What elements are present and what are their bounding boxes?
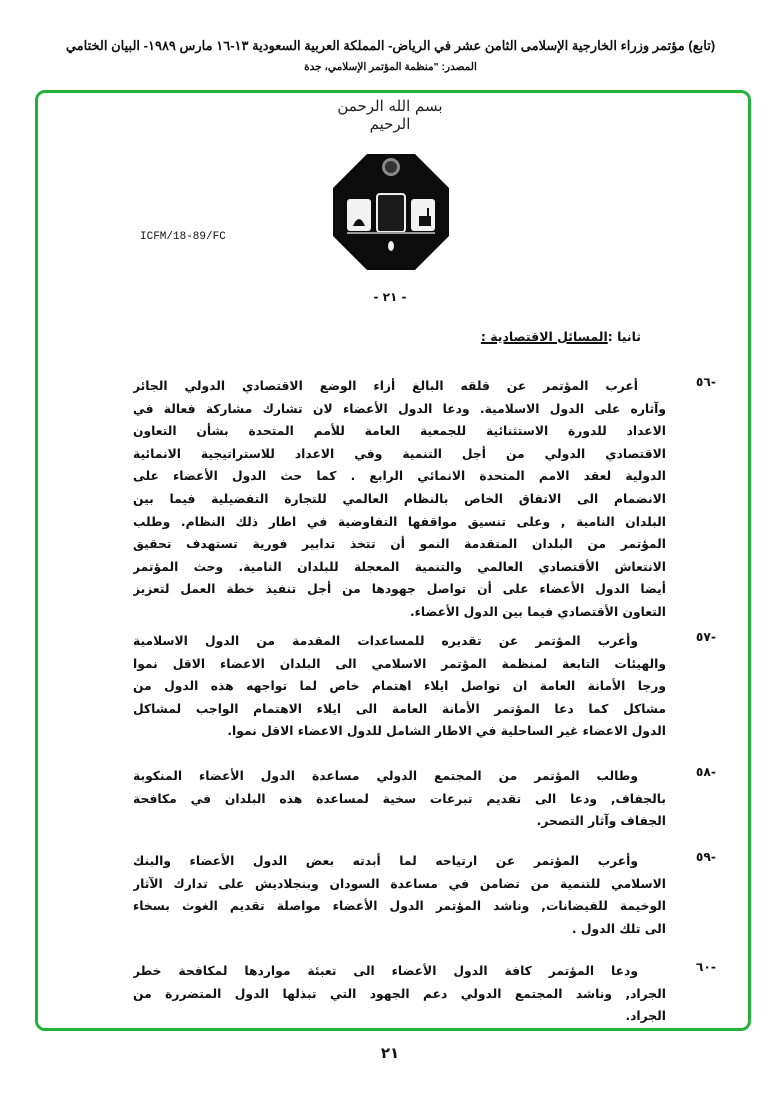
paragraph-line: وأعرب المؤتمر عن ارتياحه لما أبدته بعض الدول الأعضاء والبنك (133, 854, 638, 868)
oic-emblem-icon (333, 154, 449, 274)
paragraph-line: الاعداد للدورة الاستثنائية للجمعية العامة للأمم المتحدة بشأن التعاون (133, 424, 666, 439)
paragraph-line: وطالب المؤتمر من المجتمع الدولي مساعدة الدول الأعضاء المنكوبة (133, 769, 638, 783)
paragraph-line: المؤتمر من البلدان المتقدمة النمو أن تتخذ تدابير فورية تستهدف تحقيق (133, 537, 666, 552)
paragraph (133, 375, 666, 624)
paragraph-line: ودعا المؤتمر كافة الدول الأعضاء الى تعبئة مواردها لمكافحة خطر (133, 964, 638, 978)
paragraph-line: أيضا الدول الأعضاء على أن تواصل جهودها من أجل تنفيذ خطة العمل لتعزيز (133, 582, 666, 597)
paragraph-line: الوخيمة للفيضانات, وناشد المؤتمر الدول الأعضاء مواصلة تقديم الغوث بسخاء (133, 899, 666, 914)
paragraph-line: الاسلامي للتنمية من تضامن في مساعدة السودان وبنجلاديش على تدارك الآثار (133, 876, 666, 891)
paragraph-line: الانضمام الى الاتفاق الخاص بالنظام العالمي للتجارة التفضيلية فيما بين (133, 491, 666, 506)
document-source: المصدر: "منظمة المؤتمر الإسلامي، جدة (304, 61, 477, 73)
section-heading (481, 329, 641, 344)
paragraph-number: -٥٨ (695, 765, 716, 779)
paragraph-line: الدولية لعقد الامم المتحدة الانمائي الرابع . كما حث الدول الأعضاء على (133, 469, 666, 484)
paragraph-number: -٦٠ (695, 960, 716, 974)
paragraph-line: الانتعاش الأقتصادي العالمي والتنمية المعجلة للبلدان النامية. وحث المؤتمر (133, 559, 666, 574)
paragraph (133, 850, 666, 940)
paragraph-line: الى تلك الدول . (571, 921, 666, 936)
page-number: ٢١ (380, 1044, 400, 1062)
paragraph-line: التعاون الأقتصادي فيما بين الدول الأعضاء. (409, 604, 666, 619)
paragraph-number: -٥٧ (695, 630, 716, 644)
paragraph-line: الجفاف وآثار التصحر. (536, 814, 666, 829)
paragraph-line: الجراد. (625, 1009, 666, 1024)
paragraph-line: مشاكل كما دعا المؤتمر الأمانة العامة الى ايلاء الاهتمام الواجب لمشاكل (133, 701, 666, 716)
section-title: المسائل الاقتصادية : (480, 329, 608, 344)
document-title: (تابع) مؤتمر وزراء الخارجية الإسلامى الثامن عشر في الرياض- المملكة العربية السعودية ١٣-١٦ مارس ١٩٨٩- البيان الختامي (65, 38, 716, 53)
paragraph-line: الجراد, وناشد المجتمع الدولي دعم الجهود التي تبذلها الدول المتضررة من (133, 986, 666, 1001)
paragraph-line: الدول الاعضاء غير الساحلية في الاطار الشامل للدول الاعضاء الاقل نموا. (227, 724, 666, 739)
paragraph-line: وأعرب المؤتمر عن تقديره للمساعدات المقدمة من الدول الاسلامية (133, 634, 638, 648)
paragraph-line: أعرب المؤتمر عن قلقه البالغ أزاء الوضع الاقتصادي الدولي الجائر (133, 379, 638, 393)
paragraph-number: -٥٦ (695, 375, 716, 389)
section-prefix: ثانيا : (607, 329, 641, 344)
paragraph-line: الاقتصادي الدولي من أجل التنمية وفي الاعداد للاستراتيجية الانمائية (133, 446, 666, 461)
paragraph-line: بالجفاف, ودعا الى تقديم تبرعات سخية لمساعدة هذه البلدان في مكافحة (133, 791, 666, 806)
paragraph (133, 630, 666, 743)
paragraph (133, 960, 666, 1028)
paragraph (133, 765, 666, 833)
basmala-calligraphy: بسم الله الرحمن الرحيم (337, 97, 443, 133)
paragraph-line: ورجا الأمانة العامة ان تواصل ايلاء اهتمام خاص لما تواجهه هذه الدول من (133, 679, 666, 694)
document-reference-code: ICFM/18-89/FC (140, 231, 226, 243)
paragraph-line: البلدان النامية , وعلى تنسيق مواقفها التفاوضية في اطار ذلك النظام. وطلب (133, 514, 666, 529)
paragraph-line: والهيئات التابعة لمنظمة المؤتمر الاسلامي الى البلدان الاعضاء الاقل نموا (133, 656, 666, 671)
page-marker: - ٢١ - (373, 290, 407, 304)
paragraph-number: -٥٩ (695, 850, 716, 864)
paragraph-line: وآثاره على الدول الاسلامية. ودعا الدول الأعضاء لان تشارك مشاركة فعالة في (133, 401, 666, 416)
